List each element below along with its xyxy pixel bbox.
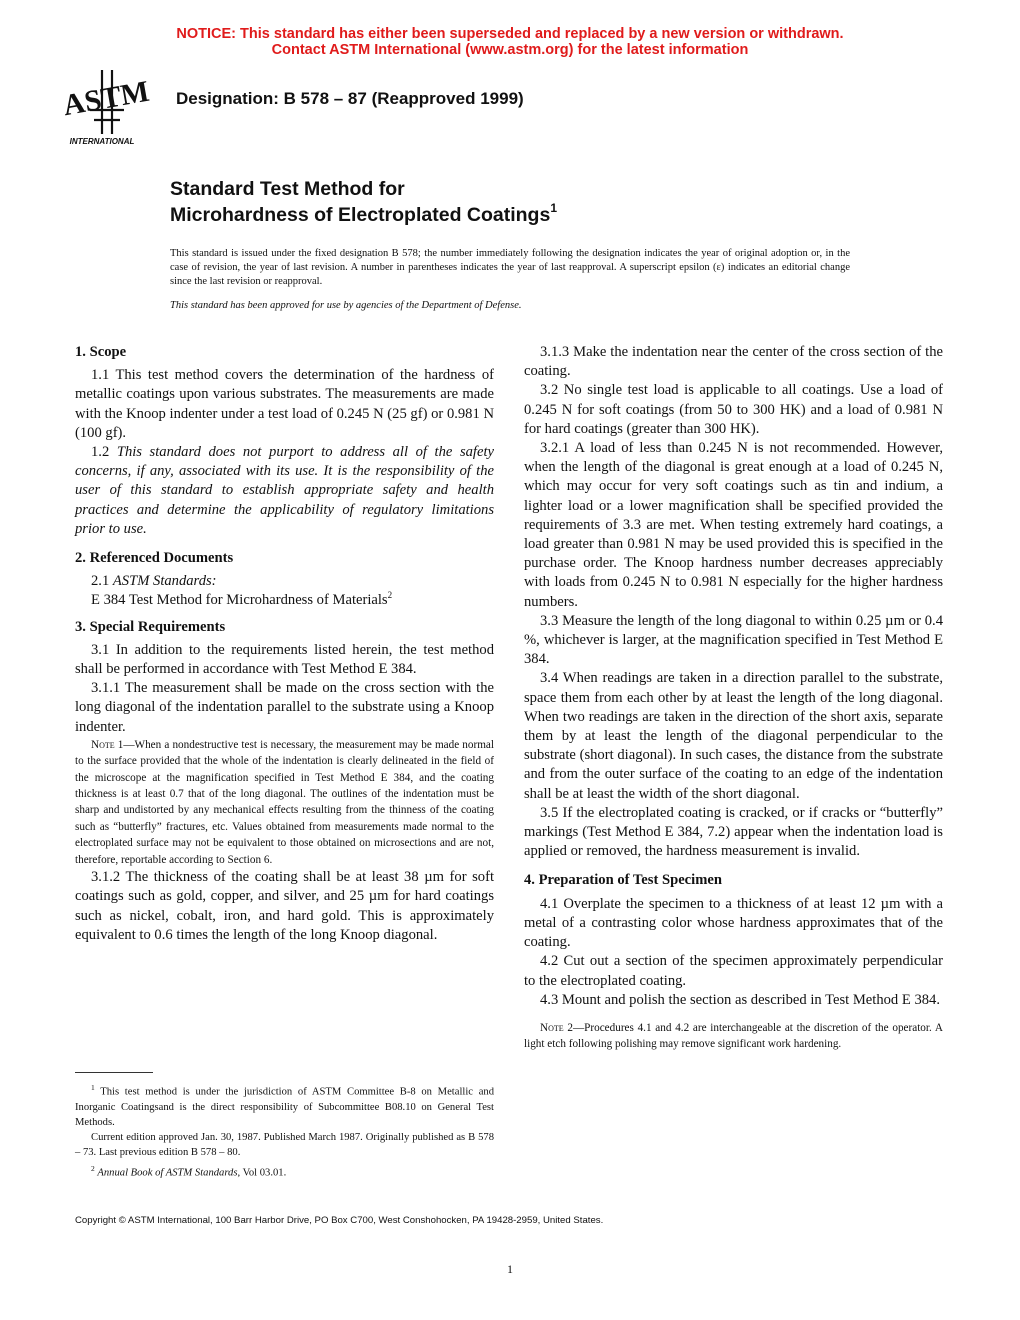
section-3-heading: 3. Special Requirements [75,618,226,635]
paragraph-4-1: 4.1 Overplate the specimen to a thickness of at least 12 µm with a metal of a contrasting color whose hardness approximates that of the coating. [524,895,943,951]
paragraph-3-1-1: 3.1.1 The measurement shall be made on the cross section with the long diagonal of the indentation parallel to the substrate using a Knoop indenter. [75,680,494,735]
logo-letters: ASTM [62,74,152,123]
note-2-label: Note 2 [540,1021,573,1034]
dod-approval: This standard has been approved for use by agencies of the Department of Defense. [170,300,522,311]
copyright-line: Copyright © ASTM International, 100 Barr Harbor Drive, PO Box C700, West Conshohocken, PA 19428-2959, United States. [75,1215,604,1226]
astm-logo [62,68,162,148]
paragraph-3-1-2: 3.1.2 The thickness of the coating shall be at least 38 µm for soft coatings such as gold, copper, and silver, and 25 µm for hard coatings such as nickel, cobalt, iron, and hard gold. This is approximately equivalent to 0.6 times the length of the long Knoop diagonal. [75,869,494,943]
paragraph-2-1-number: 2.1 [91,573,113,590]
title-footnote-mark: 1 [550,201,558,215]
paragraph-4-3: 4.3 Mount and polish the section as described in Test Method E 384. [540,991,940,1008]
withdrawal-notice [0,26,1020,58]
section-4-heading: 4. Preparation of Test Specimen [524,872,722,889]
preamble-text: This standard is issued under the fixed designation B 578; the number immediately following the designation indicates the year of original adoption or, in the case of revision, the year of last revision. A number in parentheses indicates the year of last reapproval. A superscript epsilon (ε) indicates an editorial change since the last revision or reapproval. [170,248,850,288]
designation: Designation: B 578 – 87 (Reapproved 1999) [176,89,524,108]
footnote-1 [75,1080,494,1130]
paragraph-3-5: 3.5 If the electroplated coating is cracked, or if cracks or “butterfly” markings (Test Method E 384, 7.2) appear when the indentation load is applied or removed, the hardness measurement is invalid. [524,804,943,860]
paragraph-3-1: 3.1 In addition to the requirements listed herein, the test method shall be performed in accordance with Test Method E 384. [75,641,494,678]
title-line-1: Standard Test Method for [170,178,405,200]
document-title [170,176,557,228]
note-1-label: Note 1 [91,738,124,751]
paragraph-3-4: 3.4 When readings are taken in a direction parallel to the substrate, space them from each other by at least the length of the long diagonal. When two readings are taken in the direction of the short axis, separate them by at least the length of the diagonal perpendicular to the substrate (short diagonal). In such cases, the distance from the substrate and from the outer surface of the coating to an edge of the indentation shall be at least the width of the short diagonal. [524,670,943,802]
footnote-2-mark: 2 [91,1163,95,1173]
notice-line-1: NOTICE: This standard has either been superseded and replaced by a new version or withdrawn. [176,26,844,42]
footnote-1-text: This test method is under the jurisdiction of ASTM Committee B-8 on Metallic and Inorganic Coatingsand is the direct responsibility of Subcommittee B08.10 on General Test Methods. [75,1086,494,1128]
footnote-2 [75,1161,494,1181]
reference-e384-footnote-mark: 2 [387,590,393,601]
page-number: 1 [507,1262,513,1276]
paragraph-1-2 [75,443,494,539]
paragraph-2-1 [75,572,494,591]
paragraph-3-2: 3.2 No single test load is applicable to all coatings. Use a load of 0.245 N for soft coatings (from 50 to 300 HK) and a load of 0.981 N for hard coatings (greater than 300 HK). [524,382,943,437]
preamble [170,247,850,290]
paragraph-1-1: 1.1 This test method covers the determination of the hardness of metallic coatings upon various substrates. The measurements are made with the Knoop indenter under a test load of 0.245 N (25 gf) or 0.981 N (100 gf). [75,367,494,441]
footnotes [75,1080,494,1180]
note-2 [524,1020,943,1053]
right-column [524,343,943,1053]
footnote-2-text: , Vol 03.01. [237,1167,287,1179]
logo-subtitle: INTERNATIONAL [69,137,135,146]
paragraph-3-2-1: 3.2.1 A load of less than 0.245 N is not recommended. However, when the length of the diagonal is great enough at a load of 0.245 N, which may occur for very soft coatings such as tin and indium, a lighter load or a lower magnification shall be specified provided the requirements of 3.3 are met. When testing extremely hard coatings, a load greater than 0.981 N may be used provided this is specified in the purchase order. The Knoop hardness number decreases appreciably with loads from 0.245 N to 0.981 N especially for the higher hardness numbers. [524,440,943,610]
paragraph-1-2-text: This standard does not purport to address all of the safety concerns, if any, associated with its use. It is the responsibility of the user of this standard to establish appropriate safety and health practices and determine the applicability of regulatory limitations prior to use. [75,444,494,537]
paragraph-2-1-text: ASTM Standards: [112,573,217,590]
notice-line-2: Contact ASTM International (www.astm.org) for the latest information [271,42,749,58]
reference-e384 [75,591,494,610]
note-1-text: —When a nondestructive test is necessary, the measurement may be made normal to the surface provided that the whole of the indentation is clearly delineated in the field of the microscope at the magnification specified in Test Method E 384, and the coating thickness is at least 0.7 that of the long diagonal. The outlines of the indentation must be sharp and undistorted by any mechanical effects resulting from the thinness of the coating such as “butterfly” fractures, etc. Values obtained from measurements made normal to the electroplated surface may not be equivalent to those obtained on microsections and are not, therefore, reportable according to Section 6. [75,738,494,866]
paragraph-1-2-number: 1.2 [91,444,117,461]
section-1-heading: 1. Scope [75,344,127,360]
title-line-2 [170,202,557,228]
section-2-heading: 2. Referenced Documents [75,550,234,567]
reference-e384-text: E 384 Test Method for Microhardness of Materials [91,592,388,609]
note-1 [75,737,494,868]
paragraph-3-3: 3.3 Measure the length of the long diagonal to within 0.25 µm or 0.4 %, whichever is larger, at the magnification specified in Test Method E 384. [524,612,943,668]
footnote-1-mark: 1 [91,1083,95,1092]
paragraph-3-1-3: 3.1.3 Make the indentation near the center of the cross section of the coating. [524,344,943,380]
note-2-text: —Procedures 4.1 and 4.2 are interchangeable at the discretion of the operator. A light etch following polishing may remove significant work hardening. [524,1021,943,1051]
footnote-divider [75,1072,153,1073]
footnote-2-title: Annual Book of ASTM Standards [97,1167,238,1179]
left-column [75,343,494,945]
title-line-2-text: Microhardness of Electroplated Coatings [170,204,551,226]
astm-logo-icon [62,68,162,148]
footnote-1b: Current edition approved Jan. 30, 1987. Published March 1987. Originally published as B 578 – 73. Last previous edition B 578 – 80. [75,1132,494,1159]
paragraph-4-2: 4.2 Cut out a section of the specimen approximately perpendicular to the electroplated coating. [524,953,943,989]
